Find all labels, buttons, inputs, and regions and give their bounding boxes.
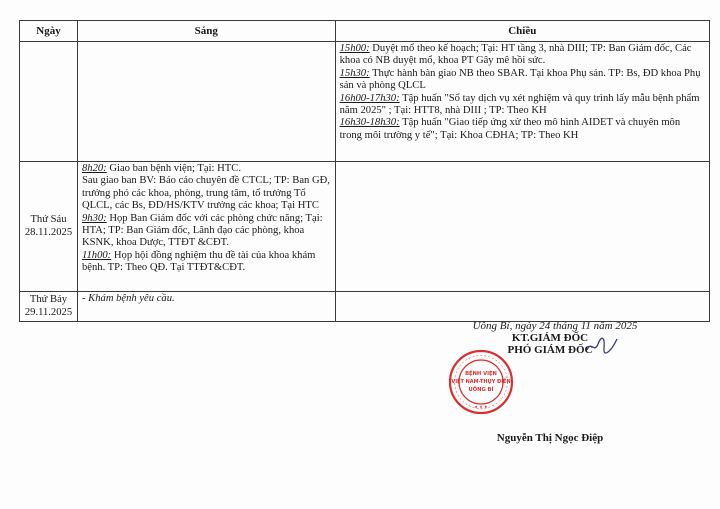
place-date: Uông Bí, ngày 24 tháng 11 năm 2025 [472, 320, 638, 332]
schedule-entry [82, 250, 331, 275]
schedule-entry [340, 43, 705, 68]
afternoon-cell [335, 162, 709, 292]
header-afternoon: Chiều [335, 21, 709, 42]
afternoon-cell [335, 292, 709, 322]
entry-text: Thực hành bàn giao NB theo SBAR. Tại khoa Phụ sản. TP: Bs, ĐD khoa Phụ sản và phòng QLCL [339, 67, 701, 92]
svg-text:★ ★ ★: ★ ★ ★ [474, 404, 488, 409]
schedule-entry [340, 93, 705, 118]
entry-time: 15h30: [339, 67, 370, 79]
day-date: 29.11.2025 [24, 306, 73, 318]
schedule-entry [82, 163, 331, 175]
svg-text:UÔNG BÍ: UÔNG BÍ [468, 387, 494, 393]
entry-time: 16h00-17h30: [339, 92, 400, 104]
header-morning: Sáng [77, 21, 335, 42]
morning-cell [77, 292, 335, 322]
entry-time: 16h30-18h30: [339, 117, 400, 129]
schedule-entry [82, 213, 331, 250]
schedule-entry [340, 117, 705, 142]
morning-note: - Khám bệnh yêu cầu. [81, 293, 175, 304]
morning-cell [77, 162, 335, 292]
signature-title: KT.GIÁM ĐỐC [511, 332, 589, 344]
handwritten-signature [585, 336, 619, 356]
day-cell [20, 292, 78, 322]
entry-time: 8h20: [81, 163, 107, 174]
schedule-entry [340, 68, 705, 93]
svg-text:VIỆT NAM-THỤY ĐIỂN: VIỆT NAM-THỤY ĐIỂN [451, 379, 511, 385]
entry-text: Tập huấn "Sổ tay dịch vụ xét nghiệm và quy trình lấy mẫu bệnh phẩm năm 2025" ; Tại: HTT8, nhà DIII ; TP: Theo KH [339, 92, 700, 117]
day-cell [20, 42, 78, 162]
table-header-row [20, 21, 710, 42]
schedule-table [19, 20, 710, 322]
entry-time: 15h00: [339, 43, 370, 54]
table-row [20, 292, 710, 322]
signer-name: Nguyễn Thị Ngọc Điệp [496, 432, 604, 444]
entry-text: Họp Ban Giám đốc với các phòng chức năng; Tại: HTA; TP: Ban Giám đốc, Lãnh đạo các phòng, khoa KSNK, khoa Dược, TTĐT &CĐT. [81, 212, 323, 249]
schedule-entry [82, 175, 331, 212]
day-name: Thứ Bảy [29, 294, 68, 306]
afternoon-cell [335, 42, 709, 162]
day-cell [20, 162, 78, 292]
official-stamp-icon [448, 349, 514, 415]
header-day: Ngày [20, 21, 78, 42]
day-date: 28.11.2025 [24, 226, 73, 238]
entry-text: Tập huấn "Giao tiếp ứng xử theo mô hình AIDET và chuyên môn trong môi trường y tế"; Tại: Khoa CĐHA; TP: Theo KH [339, 117, 681, 141]
entry-text: Duyệt mổ theo kế hoạch; Tại: HT tầng 3, nhà DIII; TP: Ban Giám đốc, Các khoa có NB duyệt mổ, khoa PT Gây mê hồi sức. [339, 43, 692, 67]
entry-text: Sau giao ban BV: Báo cáo chuyên đề CTCL; TP: Ban GĐ, trưởng phó các khoa, phòng, trung tâm, tổ trưởng Tổ QLCL, các Bs, ĐD/HS/KTV trưởng các khoa; Tại HTC [81, 175, 330, 212]
entry-text: Họp hội đồng nghiệm thu đề tài của khoa khám bệnh. TP: Theo QĐ. Tại TTĐT&CĐT. [81, 249, 316, 274]
entry-text: Giao ban bệnh viện; Tại: HTC. [106, 163, 241, 174]
morning-cell [77, 42, 335, 162]
table-row [20, 42, 710, 162]
entry-time: 11h00: [81, 249, 112, 261]
day-name: Thứ Sáu [30, 214, 67, 226]
table-row [20, 162, 710, 292]
signature-subtitle: PHÓ GIÁM ĐỐC [507, 344, 593, 356]
entry-time: 9h30: [81, 212, 107, 224]
svg-text:BỆNH VIỆN: BỆNH VIỆN [465, 371, 497, 377]
